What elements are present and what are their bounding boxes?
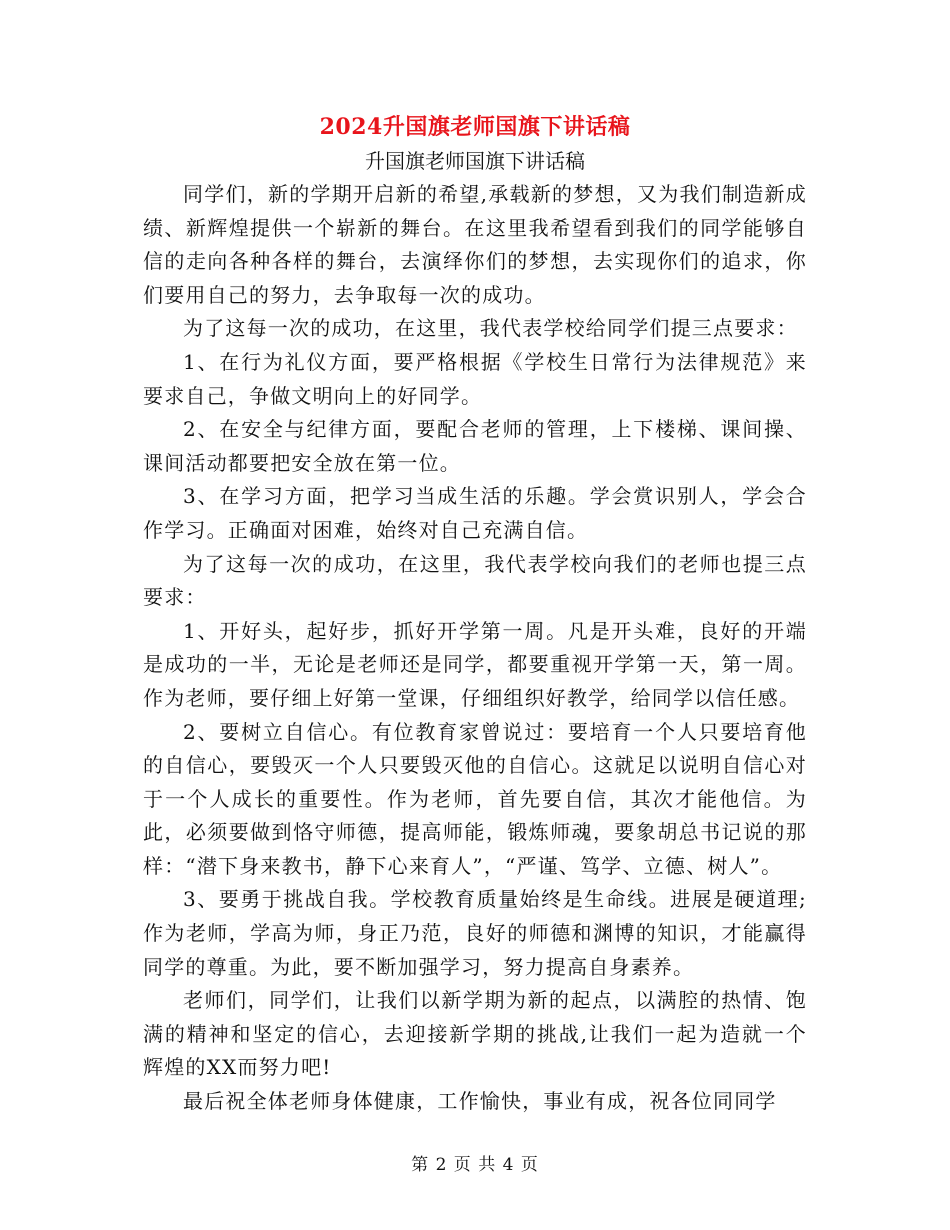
paragraph-student-intro: 为了这每一次的成功，在这里，我代表学校给同学们提三点要求： — [183, 316, 798, 341]
paragraph-closing: 最后祝全体老师身体健康，工作愉快，事业有成，祝各位同同学 — [183, 1089, 777, 1114]
paragraph-student-req-3: 3、在学习方面，把学习当成生活的乐趣。学会赏识别人，学会合作学习。正确面对困难，始终对自己充满自信。 — [143, 484, 807, 542]
paragraph-greeting: 同学们，新的学期开启新的希望,承载新的梦想，又为我们制造新成绩、新辉煌提供一个崭新的舞台。在这里我希望看到我们的同学能够自信的走向各种各样的舞台，去演绎你们的梦想，去实现你们的追求，你们要用自己的努力，去争取每一次的成功。 — [143, 182, 807, 307]
document-body — [143, 178, 807, 1119]
paragraph-student-req-1: 1、在行为礼仪方面，要严格根据《学校生日常行为法律规范》来要求自己，争做文明向上的好同学。 — [143, 349, 807, 408]
paragraph-teacher-intro: 为了这每一次的成功，在这里，我代表学校向我们的老师也提三点要求： — [143, 551, 807, 610]
paragraph-teacher-req-3: 3、要勇于挑战自我。学校教育质量始终是生命线。进展是硬道理;作为老师，学高为师，身正乃范，良好的师德和渊博的知识，才能赢得同学的尊重。为此，要不断加强学习，努力提高自身素养。 — [143, 887, 807, 979]
paragraph-student-req-2: 2、在安全与纪律方面，要配合老师的管理，上下楼梯、课间操、课间活动都要把安全放在第一位。 — [143, 417, 807, 475]
paragraph-teacher-req-1: 1、开好头，起好步，抓好开学第一周。凡是开头难，良好的开端是成功的一半，无论是老师还是同学，都要重视开学第一天，第一周。作为老师，要仔细上好第一堂课，仔细组织好教学，给同学以信任感。 — [143, 618, 807, 710]
document-title: 2024升国旗老师国旗下讲话稿 — [319, 114, 631, 140]
document-subtitle: 升国旗老师国旗下讲话稿 — [365, 149, 585, 173]
paragraph-call-to-action: 老师们，同学们，让我们以新学期为新的起点，以满腔的热情、饱满的精神和坚定的信心，去迎接新学期的挑战,让我们一起为造就一个辉煌的XX而努力吧! — [143, 988, 807, 1080]
paragraph-teacher-req-2: 2、要树立自信心。有位教育家曾说过：要培育一个人只要培育他的自信心，要毁灭一个人只要毁灭他的自信心。这就足以说明自信心对于一个人成长的重要性。作为老师，首先要自信，其次才能他信。为此，必须要做到恪守师德，提高师能，锻炼师魂，要象胡总书记说的那样：“潜下身来教书，静下心来育人”，“严谨、笃学、立德、树人”。 — [143, 719, 807, 878]
page-number-footer: 第 2 页 共 4 页 — [411, 1155, 539, 1175]
